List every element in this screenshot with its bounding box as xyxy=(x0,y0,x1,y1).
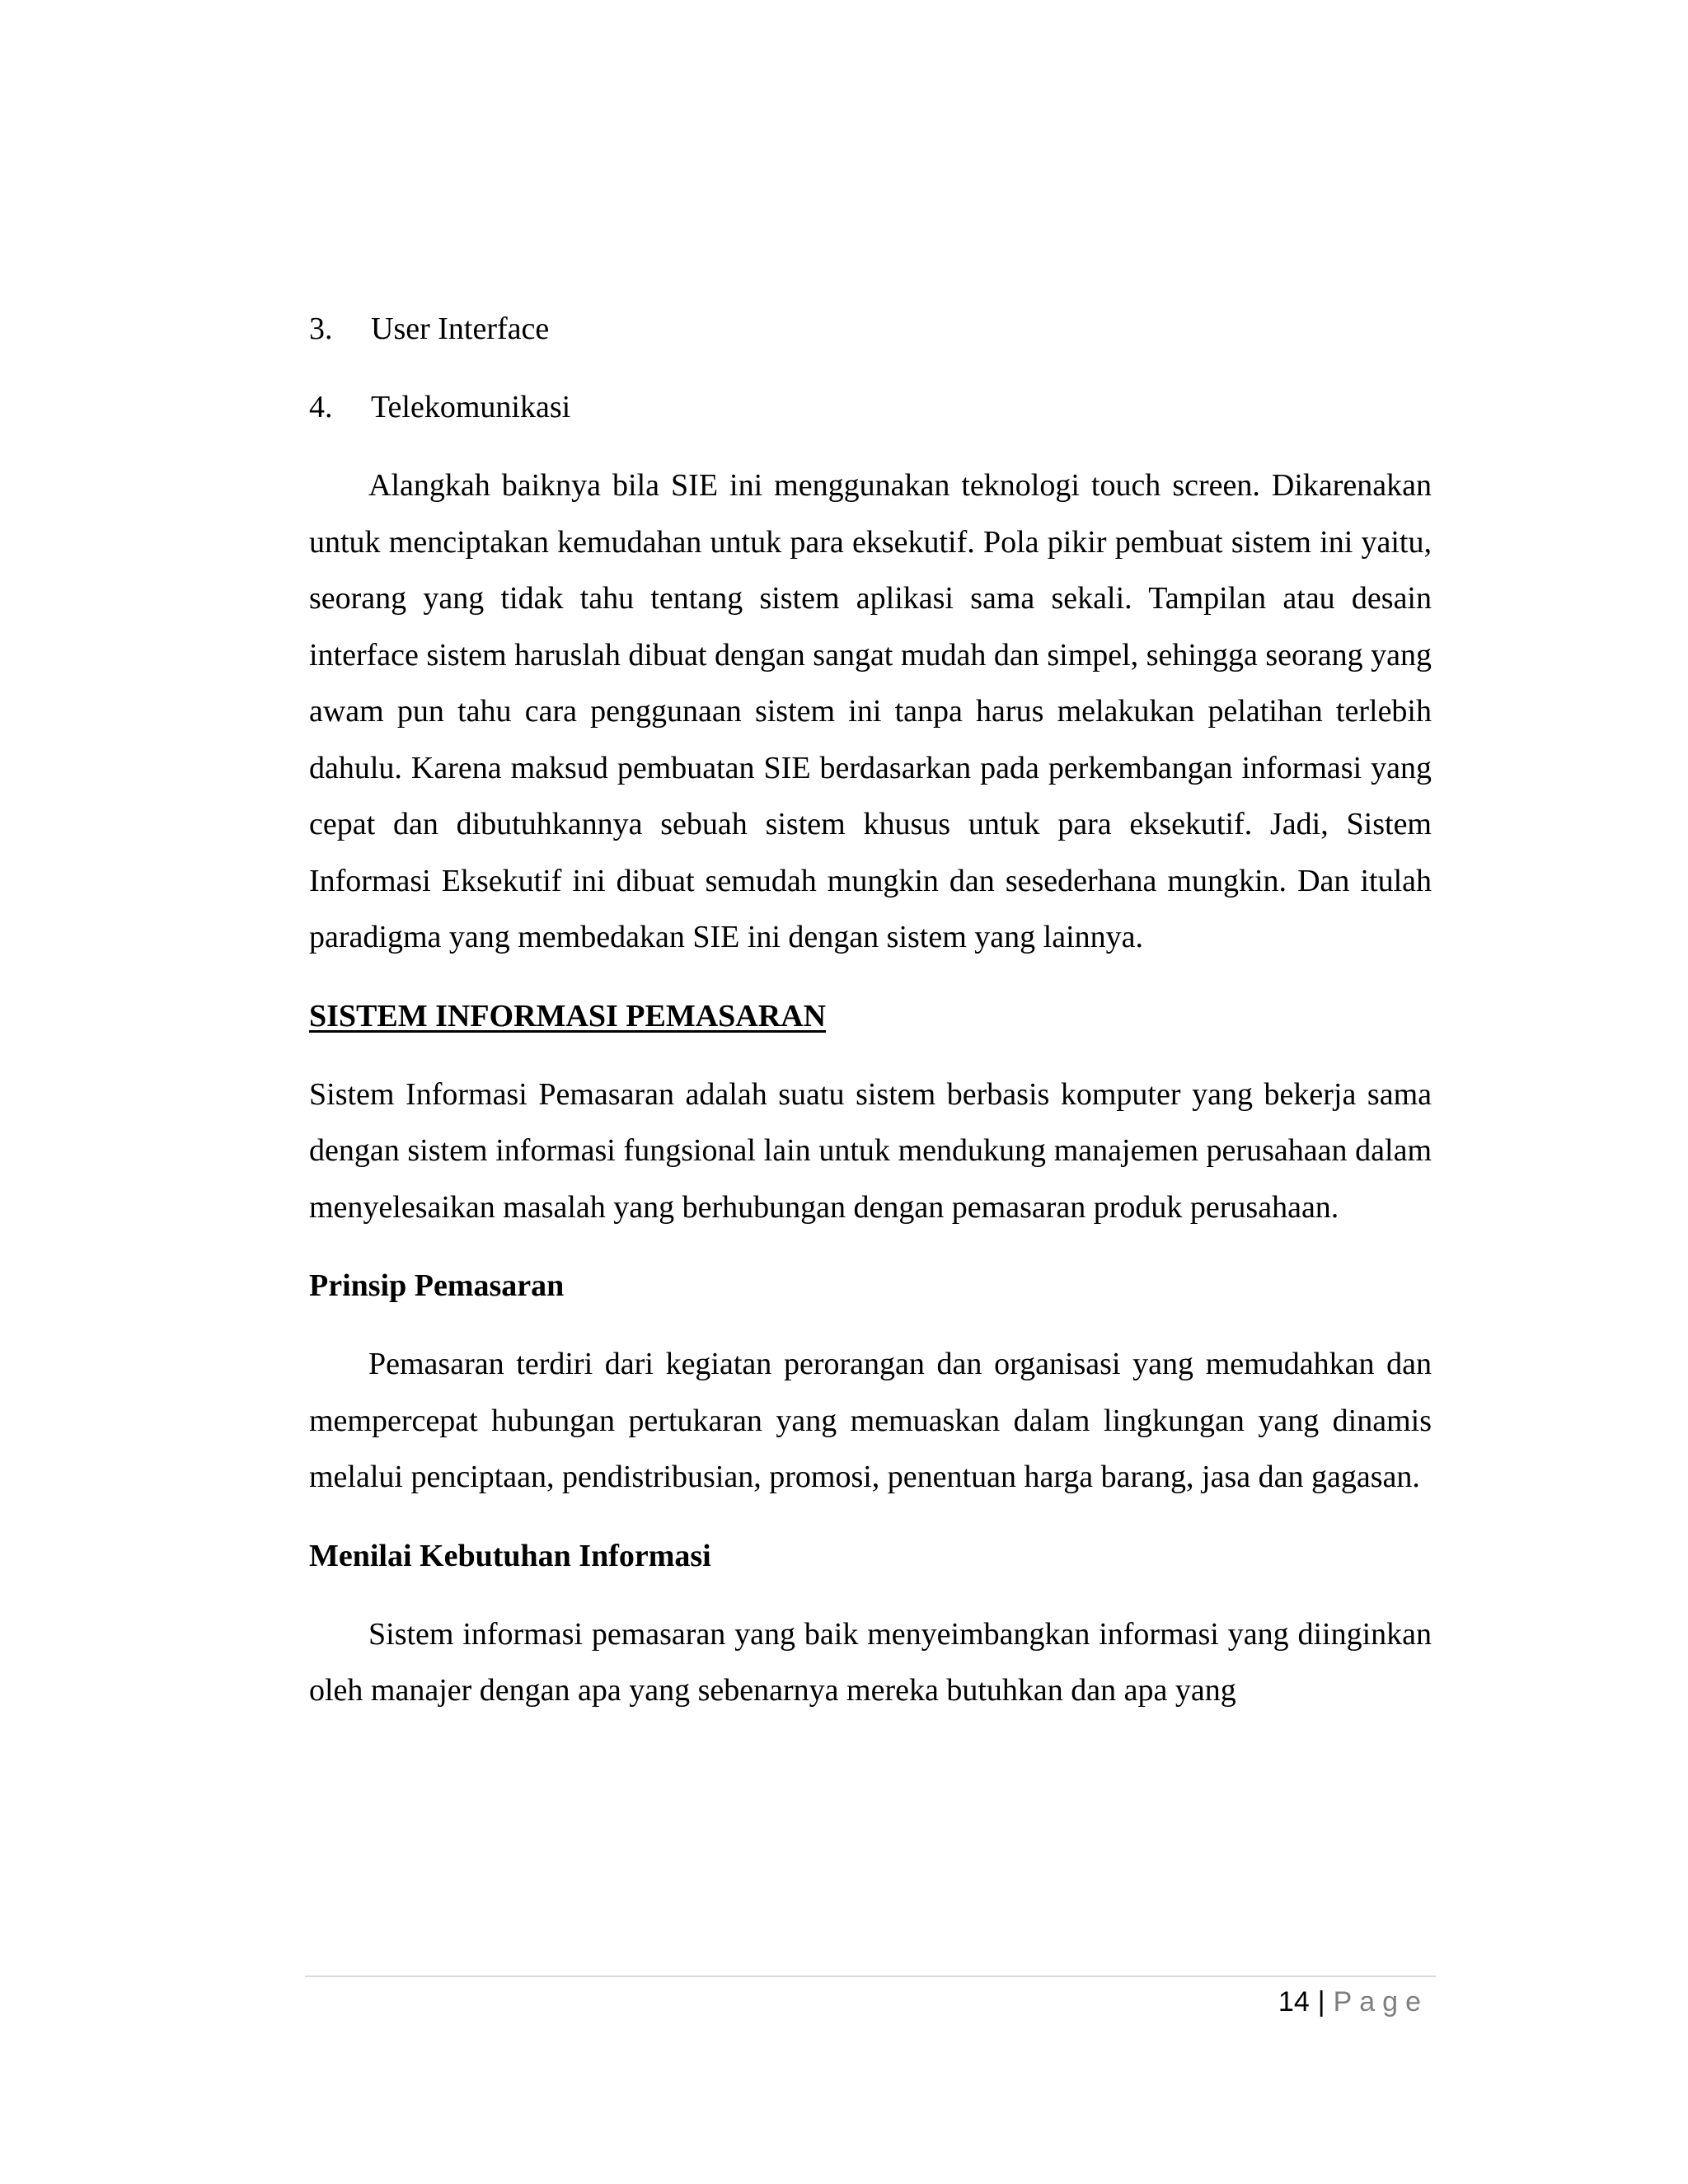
footer-divider xyxy=(305,1975,1436,1977)
paragraph-sie-touch-screen: Alangkah baiknya bila SIE ini menggunakan teknologi touch screen. Dikarenakan untuk menciptakan kemudahan untuk para eksekutif. Pola pikir pembuat sistem ini yaitu, seorang yang tidak tahu tentang sistem aplikasi sama sekali. Tampilan atau desain interface sistem haruslah dibuat dengan sangat mudah dan simpel, sehingga seorang yang awam pun tahu cara penggunaan sistem ini tanpa harus melakukan pelatihan terlebih dahulu. Karena maksud pembuatan SIE berdasarkan pada perkembangan informasi yang cepat dan dibutuhkannya sebuah sistem khusus untuk para eksekutif. Jadi, Sistem Informasi Eksekutif ini dibuat semudah mungkin dan sesederhana mungkin. Dan itulah paradigma yang membedakan SIE ini dengan sistem yang lainnya. xyxy=(309,468,1432,954)
list-item-text: User Interface xyxy=(371,312,550,346)
subheading-prinsip-pemasaran: Prinsip Pemasaran xyxy=(309,1268,565,1303)
page-number: 14 xyxy=(1278,1986,1310,2018)
page-body xyxy=(309,301,1432,1741)
page-footer xyxy=(1278,1982,1428,2022)
list-item xyxy=(309,379,1432,435)
subheading-menilai-kebutuhan: Menilai Kebutuhan Informasi xyxy=(309,1538,711,1573)
paragraph-menilai-kebutuhan: Sistem informasi pemasaran yang baik menyeimbangkan informasi yang diinginkan oleh manajer dengan apa yang sebenarnya mereka butuhkan dan apa yang xyxy=(309,1616,1432,1708)
footer-separator: | xyxy=(1317,1986,1325,2018)
list-item xyxy=(309,301,1432,357)
paragraph-prinsip-pemasaran: Pemasaran terdiri dari kegiatan perorangan dan organisasi yang memudahkan dan mempercepat hubungan pertukaran yang memuaskan dalam lingkungan yang dinamis melalui penciptaan, pendistribusian, promosi, penentuan harga barang, jasa dan gagasan. xyxy=(309,1347,1432,1494)
list-item-number: 4. xyxy=(309,390,333,424)
list-item-number: 3. xyxy=(309,312,333,346)
section-heading: SISTEM INFORMASI PEMASARAN xyxy=(309,998,827,1033)
page-label: Page xyxy=(1333,1986,1428,2018)
list-item-text: Telekomunikasi xyxy=(371,390,571,424)
section-paragraph: Sistem Informasi Pemasaran adalah suatu sistem berbasis komputer yang bekerja sama dengan sistem informasi fungsional lain untuk mendukung manajemen perusahaan dalam menyelesaikan masalah yang berhubungan dengan pemasaran produk perusahaan. xyxy=(309,1076,1432,1225)
